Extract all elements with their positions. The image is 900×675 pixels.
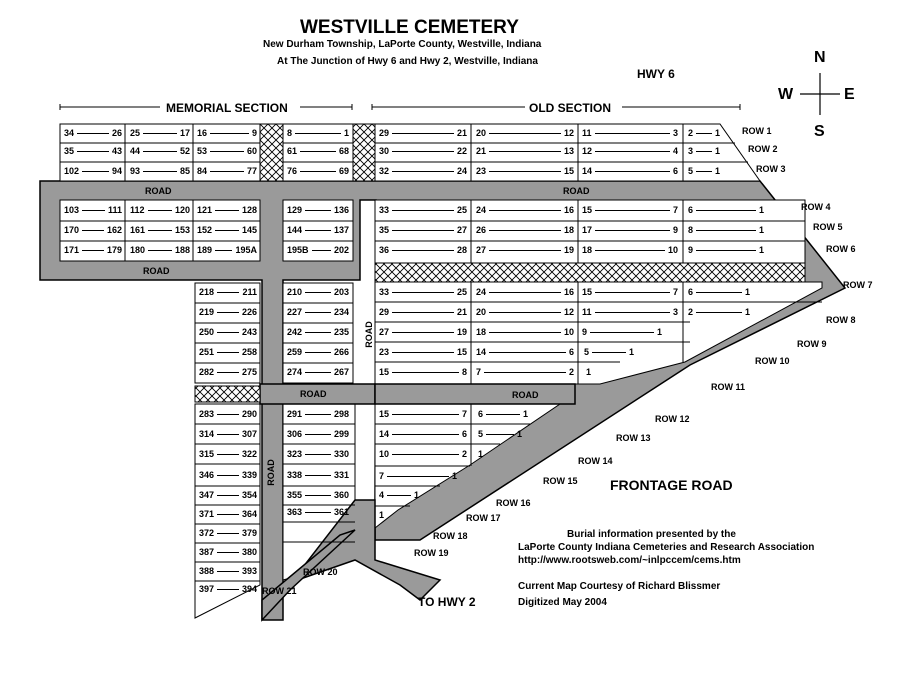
frontage-road-label: FRONTAGE ROAD — [610, 477, 733, 493]
row-label: ROW 17 — [466, 513, 501, 523]
lot-label: 291 298 — [287, 409, 349, 419]
lot-label: 9 1 — [688, 245, 764, 255]
row-label: ROW 21 — [262, 586, 297, 596]
lot-label: 15 7 — [582, 287, 678, 297]
lot-label: 16 9 — [197, 128, 257, 138]
lot-label: 170 162 — [64, 225, 122, 235]
credits-line-1: Burial information presented by the — [567, 529, 736, 540]
lot-label: 371 364 — [199, 509, 257, 519]
lot-label: 29 21 — [379, 128, 467, 138]
lot-label: 103 111 — [64, 205, 122, 215]
lot-label: 25 17 — [130, 128, 190, 138]
lot-label: 218 211 — [199, 287, 257, 297]
lot-label: 152 145 — [197, 225, 257, 235]
row-label: ROW 8 — [826, 315, 856, 325]
lot-label: 18 10 — [582, 245, 678, 255]
old-section-label: OLD SECTION — [529, 101, 612, 115]
lot-label: 44 52 — [130, 146, 190, 156]
lot-label: 14 6 — [582, 166, 678, 176]
credits-line-2: LaPorte County Indiana Cemeteries and Research Association — [518, 542, 815, 553]
row-label: ROW 19 — [414, 548, 449, 558]
compass — [800, 73, 840, 115]
lot-label: 11 3 — [582, 128, 678, 138]
lot-label: 6 1 — [478, 409, 528, 419]
lot-label: 34 26 — [64, 128, 122, 138]
lot-label: 306 299 — [287, 429, 349, 439]
lot-label: 84 77 — [197, 166, 257, 176]
lot-label: 6 1 — [688, 205, 764, 215]
location-line-1: New Durham Township, LaPorte County, Westville, Indiana — [263, 39, 542, 50]
lot-label: 27 19 — [379, 327, 467, 337]
lot-label: 21 13 — [476, 146, 574, 156]
lot-label: 15 8 — [379, 367, 467, 377]
lot-label: 195B 202 — [287, 245, 349, 255]
lot-label: 8 1 — [688, 225, 764, 235]
lot-label: 338 331 — [287, 470, 349, 480]
row-label: ROW 7 — [843, 280, 873, 290]
row-label: ROW 15 — [543, 476, 578, 486]
section-brackets — [60, 104, 740, 110]
lot-label: 129 136 — [287, 205, 349, 215]
lot-label: 33 25 — [379, 287, 467, 297]
lot-label: 12 4 — [582, 146, 678, 156]
row-label: ROW 11 — [711, 382, 746, 392]
lot-label: 20 12 — [476, 307, 574, 317]
row-label: ROW 2 — [748, 144, 778, 154]
lot-label: 27 19 — [476, 245, 574, 255]
lot-label: 397 394 — [199, 584, 257, 594]
row-label: ROW 13 — [616, 433, 651, 443]
lot-label: 32 24 — [379, 166, 467, 176]
lot-label: 347 354 — [199, 490, 257, 500]
row-label: ROW 4 — [801, 202, 831, 212]
lot-label: 1 — [478, 449, 484, 459]
lot-label: 14 6 — [476, 347, 574, 357]
row-label: ROW 9 — [797, 339, 827, 349]
lot-label: 29 21 — [379, 307, 467, 317]
lot-label: 53 60 — [197, 146, 257, 156]
lot-label: 274 267 — [287, 367, 349, 377]
lot-label: 323 330 — [287, 449, 349, 459]
lot-label: 33 25 — [379, 205, 467, 215]
lot-label: 259 266 — [287, 347, 349, 357]
to-hwy2-label: TO HWY 2 — [418, 595, 476, 609]
lot-label: 11 3 — [582, 307, 678, 317]
row-label: ROW 10 — [755, 356, 790, 366]
compass-north: N — [814, 49, 826, 66]
lot-label: 3 1 — [688, 146, 720, 156]
lot-label: 24 16 — [476, 287, 574, 297]
row-label: ROW 18 — [433, 531, 468, 541]
map-title: WESTVILLE CEMETERY — [300, 17, 519, 38]
lot-label: 5 1 — [584, 347, 634, 357]
credits-url: http://www.rootsweb.com/~inlpccem/cems.htm — [518, 555, 741, 566]
road-label: ROAD — [363, 321, 374, 348]
credits-line-4: Current Map Courtesy of Richard Blissmer — [518, 581, 721, 592]
lot-label: 372 379 — [199, 528, 257, 538]
lot-label: 15 7 — [379, 409, 467, 419]
lot-label: 102 94 — [64, 166, 122, 176]
row-label: ROW 14 — [578, 456, 613, 466]
lot-label: 17 9 — [582, 225, 678, 235]
lot-label: 161 153 — [130, 225, 190, 235]
lot-label: 26 18 — [476, 225, 574, 235]
lot-label: 35 27 — [379, 225, 467, 235]
row-label: ROW 3 — [756, 164, 786, 174]
road-label: ROAD — [145, 186, 172, 196]
road-label: ROAD — [300, 389, 327, 399]
lot-label: 144 137 — [287, 225, 349, 235]
lot-label: 189 195A — [197, 245, 257, 255]
lot-label: 112 120 — [130, 205, 190, 215]
road-label: ROAD — [265, 459, 276, 486]
lot-label: 35 43 — [64, 146, 122, 156]
lot-label: 219 226 — [199, 307, 257, 317]
hwy6-label: HWY 6 — [637, 67, 675, 81]
lot-label: 8 1 — [287, 128, 349, 138]
compass-east: E — [844, 86, 855, 103]
lot-label: 210 203 — [287, 287, 349, 297]
row-label: ROW 20 — [303, 567, 338, 577]
lot-label: 314 307 — [199, 429, 257, 439]
lot-label: 4 1 — [379, 490, 419, 500]
lot-label: 227 234 — [287, 307, 349, 317]
lot-label: 2 1 — [688, 128, 720, 138]
lot-label: 93 85 — [130, 166, 190, 176]
road-label: ROAD — [143, 266, 170, 276]
lot-label: 355 360 — [287, 490, 349, 500]
lot-label: 5 1 — [688, 166, 720, 176]
lot-label: 20 12 — [476, 128, 574, 138]
lot-label: 7 1 — [379, 471, 457, 481]
lot-label: 6 1 — [688, 287, 750, 297]
lot-label: 5 1 — [478, 429, 522, 439]
credits-line-5: Digitized May 2004 — [518, 597, 607, 608]
lot-label: 23 15 — [379, 347, 467, 357]
row-label: ROW 12 — [655, 414, 690, 424]
lot-label: 23 15 — [476, 166, 574, 176]
lot-label: 1 — [379, 510, 385, 520]
row-label: ROW 6 — [826, 244, 856, 254]
lot-label: 121 128 — [197, 205, 257, 215]
row-label: ROW 1 — [742, 126, 772, 136]
row-label: ROW 16 — [496, 498, 531, 508]
row-label: ROW 5 — [813, 222, 843, 232]
lot-label: 2 1 — [688, 307, 750, 317]
lot-label: 30 22 — [379, 146, 467, 156]
road-label: ROAD — [563, 186, 590, 196]
memorial-section-label: MEMORIAL SECTION — [166, 101, 288, 115]
compass-west: W — [778, 86, 794, 103]
lot-label: 171 179 — [64, 245, 122, 255]
lot-label: 18 10 — [476, 327, 574, 337]
lot-label: 7 2 — [476, 367, 574, 377]
lot-label: 36 28 — [379, 245, 467, 255]
lot-label: 1 — [586, 367, 592, 377]
lot-label: 61 68 — [287, 146, 349, 156]
lot-label: 388 393 — [199, 566, 257, 576]
lot-label: 387 380 — [199, 547, 257, 557]
compass-south: S — [814, 123, 825, 140]
lot-label: 250 243 — [199, 327, 257, 337]
lot-label: 315 322 — [199, 449, 257, 459]
lot-label: 9 1 — [582, 327, 662, 337]
lot-label: 24 16 — [476, 205, 574, 215]
lot-label: 282 275 — [199, 367, 257, 377]
lot-label: 76 69 — [287, 166, 349, 176]
lot-label: 14 6 — [379, 429, 467, 439]
lot-label: 363 361 — [287, 507, 349, 517]
lot-label: 251 258 — [199, 347, 257, 357]
road-label: ROAD — [512, 390, 539, 400]
lot-label: 283 290 — [199, 409, 257, 419]
lot-label: 15 7 — [582, 205, 678, 215]
lot-label: 346 339 — [199, 470, 257, 480]
location-line-2: At The Junction of Hwy 6 and Hwy 2, Westville, Indiana — [277, 56, 538, 67]
lot-label: 242 235 — [287, 327, 349, 337]
lot-label: 10 2 — [379, 449, 467, 459]
lot-label: 180 188 — [130, 245, 190, 255]
